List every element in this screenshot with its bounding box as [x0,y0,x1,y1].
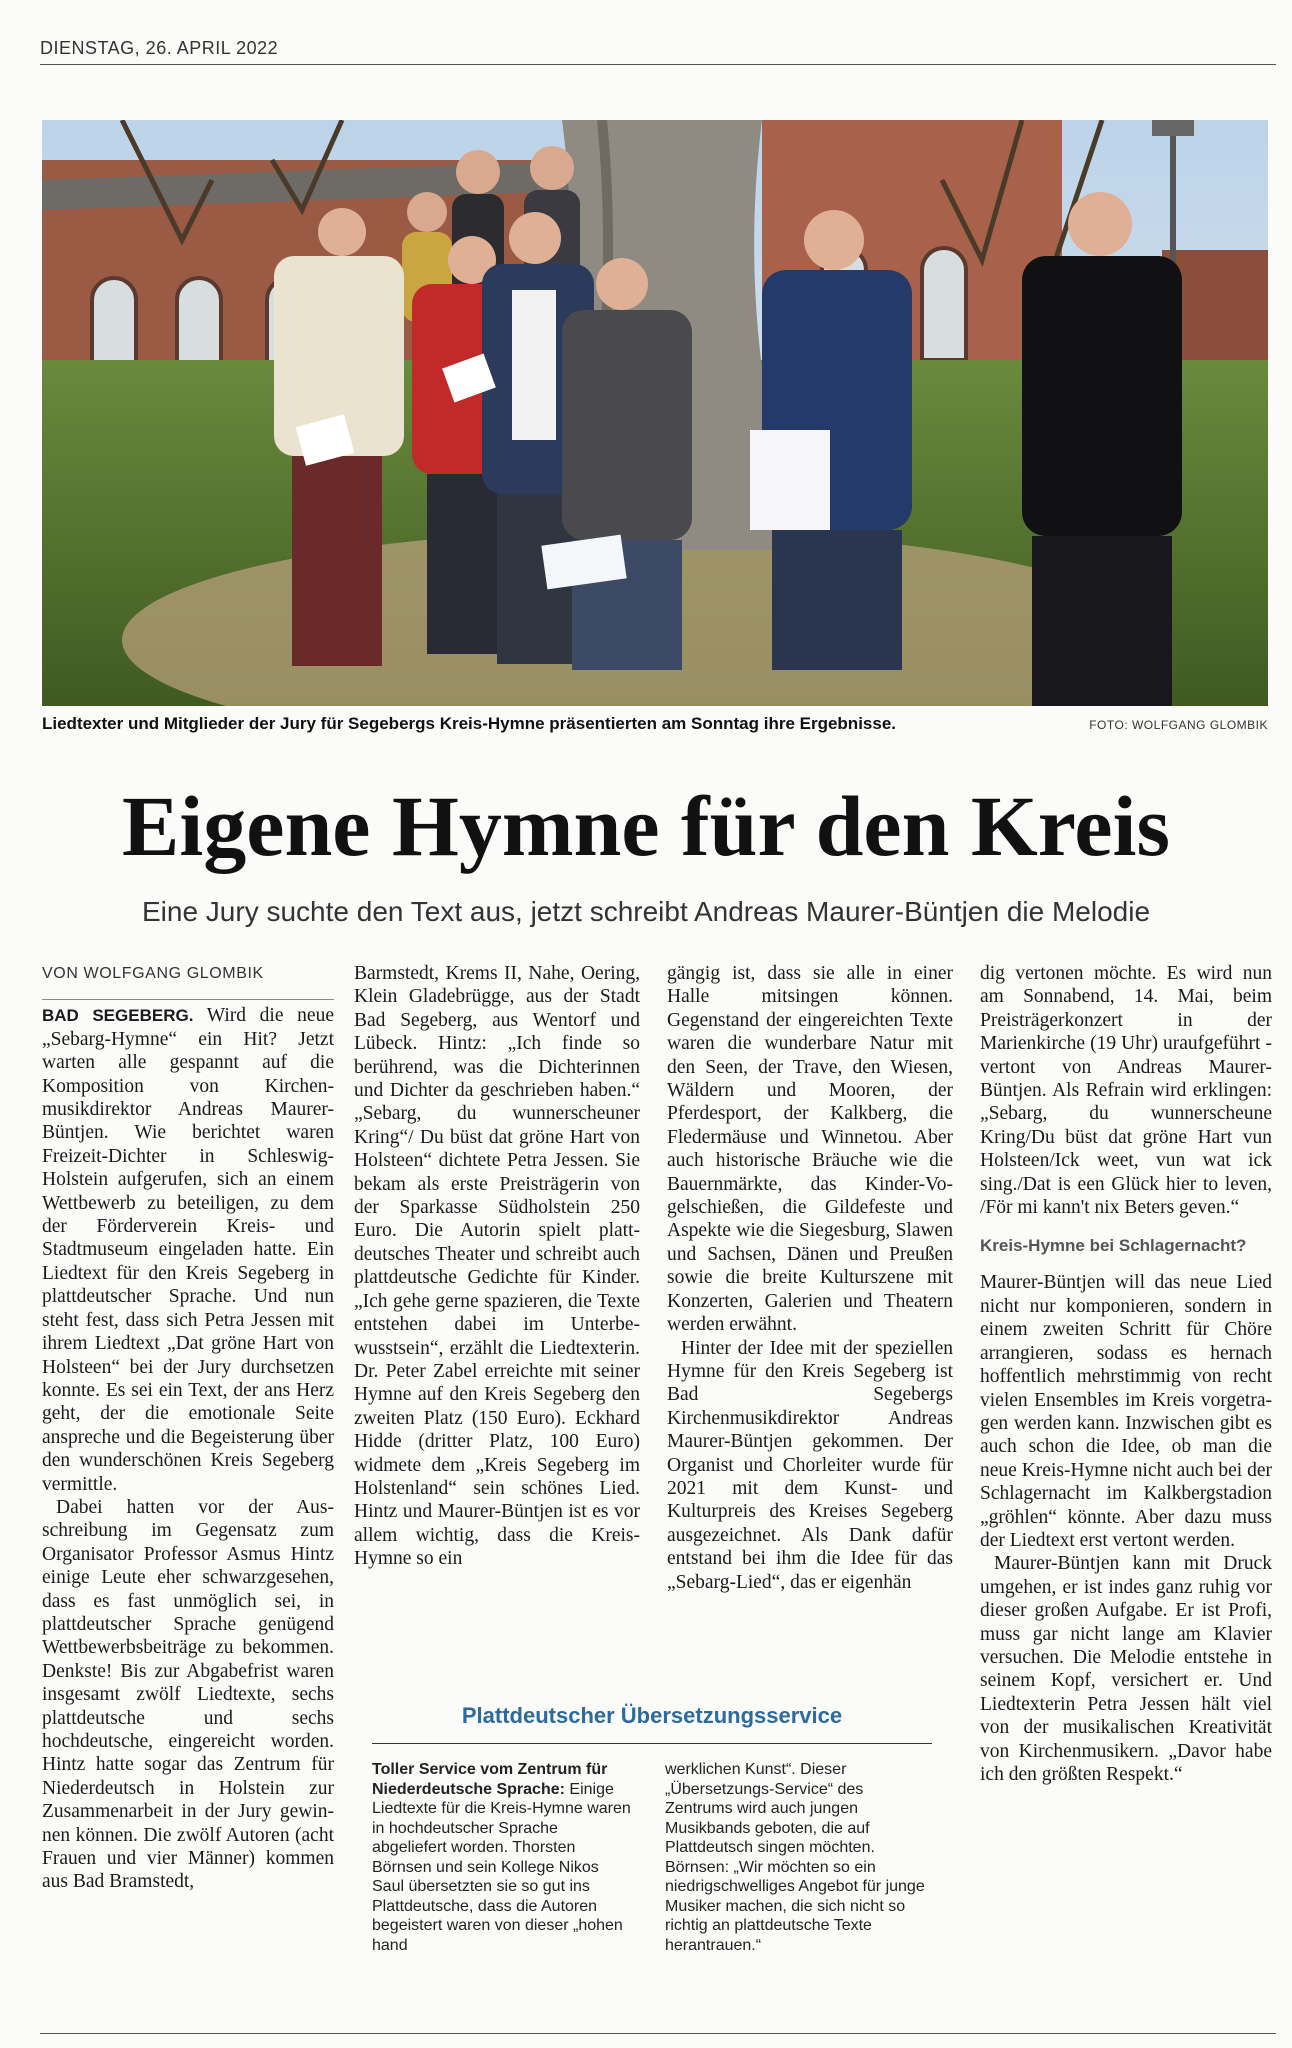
article-column-4 [980,962,1272,1786]
infobox-lead: Toller Service vom Zentrum für Niederdeutsche Sprache: [372,1761,608,1798]
paragraph-intro-text: Wird die neue „Sebarg-Hymne“ ein Hit? Jetzt warten alle gespannt auf die Komposition von Kirchenmusikdirektor Andreas Maurer-Büntjen. Wie berichtet waren Freizeit-Dichter in Schleswig-Holstein aufgerufen, sich an einem Wettbewerb zu beteiligen, zu dem der Förderverein Kreis- und Stadtmuseum eingeladen hatte. Ein Liedtext für den Kreis Segeberg in plattdeutscher Sprache. Und nun steht fest, dass sich Petra Jessen mit ihrem Liedtext „Dat gröne Hart von Holsteen“ bei der Jury durchsetzen konnte. Es sei ein Text, der ans Herz geht, der die emotionale Seite anspreche und die Begeisterung über den wunderschönen Kreis Segeberg vermittle. [42,1005,334,1495]
photo-credit: FOTO: WOLFGANG GLOMBIK [1089,718,1268,732]
subheadline: Eine Jury suchte den Text aus, jetzt schreibt Andreas Maurer-Büntjen die Melodie [141,896,1151,927]
byline-rule [42,999,334,1000]
headline: Eigene Hymne für den Kreis [122,778,1170,874]
page-date: DIENSTAG, 26. APRIL 2022 [40,38,279,58]
article-column-3 [667,962,953,1594]
article-column-1 [42,962,334,1894]
inline-subheading: Kreis-Hymne bei Schlagernacht? [980,1236,1247,1256]
paragraph: Barmstedt, Krems II, Nahe, Oering, Klein Gladebrügge, aus der Stadt Bad Segeberg, aus Wentorf und Lübeck. Hintz: „Ich finde so berührend, was die Dichterinnen und Dichter da geschrieben haben.“ „Sebarg, du wunnerscheuner Kring“/ Du büst dat gröne Hart von Holsteen“ dichtete Petra Jessen. Sie bekam als erste Preisträgerin von der Sparkasse Südholstein 250 Euro. Die Autorin spielt plattdeutsches Theater und schreibt auch plattdeutsche Gedichte für Kinder. „Ich gehe gerne spazieren, die Texte entstehen dabei im Unterbewusstsein“, erzählt die Liedtexterin. Dr. Peter Zabel erreichte mit seiner Hymne auf den Kreis Segeberg den zweiten Platz (150 Euro). Eckhard Hidde (dritter Platz, 100 Euro) widmete dem „Kreis Segeberg im Holstenland“ sein schönes Lied. Hintz und Maurer-Büntjen ist es vor allem wichtig, dass die Kreis-Hymne so ein [354,963,640,1570]
paragraph: gängig ist, dass sie alle in einer Halle mitsingen können. Gegenstand der eingereichten Texte waren die wunderbare Natur mit den Seen, der Trave, den Wiesen, Wäldern und Mooren, der Pferdesport, der Kalkberg, die Fledermäuse und Winnetou. Aber auch historische Bräuche wie die Bauernmärkte, das Kinder-Vogelschießen, die Gildefeste und Aspekte wie die Siegesburg, Slawen und Sachsen, Dänen und Preußen sowie die breite Kulturszene mit Konzerten, Galerien und Theatern werden erwähnt. [667,963,953,1336]
paragraph-intro [42,1004,334,1496]
infobox-rule [372,1743,932,1744]
byline: VON WOLFGANG GLOMBIK [42,965,264,982]
article-photo [42,120,1268,706]
paragraph: dig vertonen möchte. Es wird nun am Sonnabend, 14. Mai, beim Preisträgerkonzert in der Marienkirche (19 Uhr) uraufgeführt - vertont von Andreas Maurer-Büntjen. Als Refrain wird erklingen: „Sebarg, du wunnerscheune Kring/Du büst dat gröne Hart vun Holsteen/Ick weet, vun wat ick sing./Dat is een Glück hier to leven, /För mi kann't nix Beters geven.“ [980,963,1272,1219]
paragraph: Dabei hatten vor der Ausschreibung im Gegensatz zum Organisator Professor Asmus Hintz einige Leute eher schwarzgesehen, dass es fast unmöglich sei, in plattdeutscher Sprache genügend Wettbewerbsbeiträge zu bekommen. Denkste! Bis zur Abgabefrist waren insgesamt zwölf Liedtexte, sechs plattdeutsche und sechs hochdeutsche, eingereicht worden. Hintz hatte sogar das Zentrum für Niederdeutsch in Holstein zur Zusammenarbeit in der Jury gewinnen können. Die zwölf Autoren (acht Frauen und vier Männer) kommen aus Bad Bramstedt, [42,1496,334,1893]
infobox-title: Plattdeutscher Übersetzungsservice [461,1703,843,1728]
bottom-rule [40,2033,1276,2034]
place-marker: BAD SEGEBERG. [42,1006,194,1026]
infobox-text-1: Einige Liedtexte für die Kreis-Hymne waren in hochdeutscher Sprache abgeliefert worden. Thorsten Börnsen und sein Kollege Nikos Saul übersetzten sie so gut ins Plattdeutsche, dass die Autoren begeistert waren von dieser „hohen hand [372,1780,631,1954]
paragraph: Maurer-Büntjen will das neue Lied nicht nur komponieren, sondern in einem zweiten Schritt für Chöre arrangieren, sodass es hernach hoffentlich mehrstimmig von recht vielen Ensembles im Kreis vorgetragen werden kann. Inzwischen gibt es auch schon die Idee, ob man die neue Kreis-Hymne nicht auch bei der Schlagernacht im Kalkbergstadion „gröhlen“ könnte. Aber dazu muss der Liedtext erst vertont werden. [980,1272,1272,1551]
paragraph: Maurer-Büntjen kann mit Druck umgehen, er ist indes ganz ruhig vor dieser großen Aufgabe. Er ist Profi, muss gar nicht lange am Klavier versuchen. Die Melodie entstehe in seinem Kopf, versichert er. Und Liedtexterin Petra Jessen hält viel von der musikalischen Kreativität von Kirchenmusikern. „Davor habe ich den größten Respekt.“ [980,1553,1272,1785]
article-column-2 [354,962,640,1571]
paragraph: Hinter der Idee mit der speziellen Hymne für den Kreis Segeberg ist Bad Segebergs Kirchenmusikdirektor Andreas Maurer-Büntjen gekommen. Der Organist und Chorleiter wurde für 2021 mit dem Kunst- und Kulturpreis des Kreises Segeberg ausgezeichnet. Als Dank dafür entstand bei ihm die Idee für das „Sebarg-Lied“, das er eigenhän [667,1337,953,1593]
infobox-column-2: werklichen Kunst“. Dieser „Übersetzungs-Service“ des Zentrums wird auch jungen Musikbands geboten, die auf Plattdeutsch singen möchten. Börnsen: „Wir möchten so ein niedrigschwelliges Angebot für junge Musiker machen, die sich nicht so richtig an plattdeutsche Texte herantrauen.“ [665,1761,925,1954]
photo-caption: Liedtexter und Mitglieder der Jury für Segebergs Kreis-Hymne präsentierten am Sonntag ihre Ergebnisse. [42,714,897,733]
top-rule [40,64,1276,65]
infobox-column-1 [372,1760,634,1955]
